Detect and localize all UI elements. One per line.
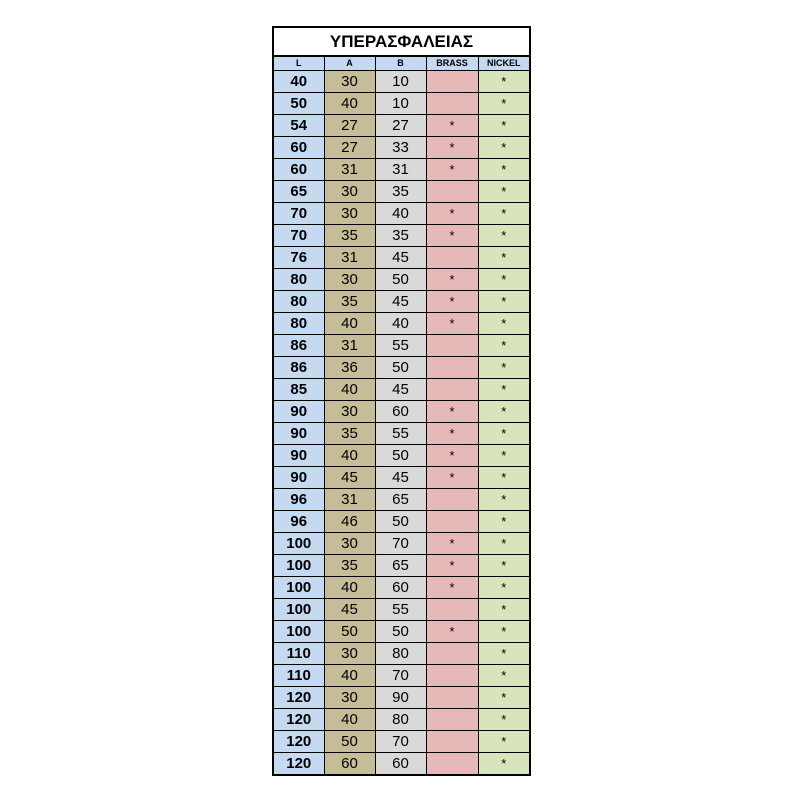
cell-l: 90 xyxy=(273,445,324,467)
table-row xyxy=(273,665,530,687)
column-header-nickel: NICKEL xyxy=(478,56,530,71)
table-row xyxy=(273,709,530,731)
cell-nickel: * xyxy=(478,643,530,665)
cell-a: 40 xyxy=(324,709,375,731)
cell-nickel: * xyxy=(478,577,530,599)
cell-b: 60 xyxy=(375,401,426,423)
cell-b: 45 xyxy=(375,467,426,489)
cell-nickel: * xyxy=(478,511,530,533)
cell-nickel: * xyxy=(478,115,530,137)
cell-b: 90 xyxy=(375,687,426,709)
cell-b: 10 xyxy=(375,71,426,93)
table-row xyxy=(273,93,530,115)
cell-nickel: * xyxy=(478,137,530,159)
cell-a: 27 xyxy=(324,115,375,137)
cell-nickel: * xyxy=(478,709,530,731)
cell-l: 120 xyxy=(273,687,324,709)
spec-sheet xyxy=(272,26,529,776)
cell-nickel: * xyxy=(478,379,530,401)
cell-l: 86 xyxy=(273,335,324,357)
cell-b: 45 xyxy=(375,379,426,401)
cell-nickel: * xyxy=(478,533,530,555)
cell-l: 80 xyxy=(273,291,324,313)
cell-a: 40 xyxy=(324,577,375,599)
cell-brass xyxy=(426,511,478,533)
table-row xyxy=(273,599,530,621)
cell-b: 50 xyxy=(375,511,426,533)
cell-b: 55 xyxy=(375,423,426,445)
cell-nickel: * xyxy=(478,269,530,291)
cell-a: 30 xyxy=(324,643,375,665)
cell-b: 31 xyxy=(375,159,426,181)
cell-l: 120 xyxy=(273,731,324,753)
cell-a: 35 xyxy=(324,423,375,445)
cell-a: 40 xyxy=(324,379,375,401)
cell-nickel: * xyxy=(478,731,530,753)
cell-brass xyxy=(426,71,478,93)
cell-a: 45 xyxy=(324,467,375,489)
table-row xyxy=(273,137,530,159)
cell-b: 55 xyxy=(375,599,426,621)
cell-b: 70 xyxy=(375,665,426,687)
cell-a: 46 xyxy=(324,511,375,533)
table-row xyxy=(273,687,530,709)
table-row xyxy=(273,489,530,511)
cell-l: 76 xyxy=(273,247,324,269)
cell-nickel: * xyxy=(478,423,530,445)
cell-a: 45 xyxy=(324,599,375,621)
table-row xyxy=(273,225,530,247)
cell-nickel: * xyxy=(478,555,530,577)
cell-l: 110 xyxy=(273,643,324,665)
cell-a: 27 xyxy=(324,137,375,159)
cell-brass xyxy=(426,489,478,511)
cell-nickel: * xyxy=(478,445,530,467)
cell-b: 35 xyxy=(375,181,426,203)
table-row xyxy=(273,357,530,379)
cell-brass: * xyxy=(426,445,478,467)
cell-nickel: * xyxy=(478,291,530,313)
table-row xyxy=(273,423,530,445)
cell-b: 40 xyxy=(375,313,426,335)
table-row xyxy=(273,247,530,269)
header-row xyxy=(273,56,530,71)
table-row xyxy=(273,555,530,577)
cell-nickel: * xyxy=(478,159,530,181)
cell-l: 96 xyxy=(273,511,324,533)
cell-a: 30 xyxy=(324,181,375,203)
cell-b: 80 xyxy=(375,643,426,665)
table-row xyxy=(273,467,530,489)
cell-l: 96 xyxy=(273,489,324,511)
cell-nickel: * xyxy=(478,71,530,93)
cell-b: 70 xyxy=(375,731,426,753)
cell-brass: * xyxy=(426,423,478,445)
cell-b: 50 xyxy=(375,357,426,379)
cell-l: 100 xyxy=(273,555,324,577)
table-row xyxy=(273,621,530,643)
cell-l: 80 xyxy=(273,313,324,335)
cell-nickel: * xyxy=(478,225,530,247)
cell-brass: * xyxy=(426,115,478,137)
cell-l: 90 xyxy=(273,401,324,423)
cell-b: 27 xyxy=(375,115,426,137)
cell-nickel: * xyxy=(478,247,530,269)
table-row xyxy=(273,291,530,313)
cell-brass xyxy=(426,247,478,269)
cell-brass xyxy=(426,665,478,687)
cell-brass xyxy=(426,687,478,709)
cell-l: 54 xyxy=(273,115,324,137)
cell-a: 31 xyxy=(324,247,375,269)
cell-b: 50 xyxy=(375,445,426,467)
cell-l: 100 xyxy=(273,599,324,621)
cell-brass xyxy=(426,709,478,731)
table-row xyxy=(273,335,530,357)
cell-nickel: * xyxy=(478,621,530,643)
cell-a: 30 xyxy=(324,269,375,291)
cell-a: 40 xyxy=(324,445,375,467)
cell-brass xyxy=(426,379,478,401)
cell-brass xyxy=(426,731,478,753)
cell-a: 30 xyxy=(324,203,375,225)
cell-a: 30 xyxy=(324,71,375,93)
cell-a: 31 xyxy=(324,159,375,181)
column-header-l: L xyxy=(273,56,324,71)
cell-b: 60 xyxy=(375,753,426,776)
table-row xyxy=(273,445,530,467)
cell-l: 65 xyxy=(273,181,324,203)
cell-l: 90 xyxy=(273,423,324,445)
cell-b: 45 xyxy=(375,247,426,269)
cell-l: 86 xyxy=(273,357,324,379)
cell-l: 100 xyxy=(273,533,324,555)
cell-l: 60 xyxy=(273,159,324,181)
table-row xyxy=(273,313,530,335)
cell-b: 10 xyxy=(375,93,426,115)
table-row xyxy=(273,379,530,401)
cell-b: 65 xyxy=(375,489,426,511)
cell-a: 50 xyxy=(324,621,375,643)
cell-a: 30 xyxy=(324,401,375,423)
cell-b: 33 xyxy=(375,137,426,159)
cell-nickel: * xyxy=(478,203,530,225)
cell-brass xyxy=(426,599,478,621)
table-row xyxy=(273,203,530,225)
cell-l: 70 xyxy=(273,203,324,225)
table-row xyxy=(273,731,530,753)
cell-brass: * xyxy=(426,225,478,247)
cell-brass: * xyxy=(426,269,478,291)
cell-a: 40 xyxy=(324,313,375,335)
column-header-brass: BRASS xyxy=(426,56,478,71)
cell-b: 70 xyxy=(375,533,426,555)
cell-nickel: * xyxy=(478,489,530,511)
table-row xyxy=(273,159,530,181)
cell-l: 100 xyxy=(273,577,324,599)
cell-a: 30 xyxy=(324,533,375,555)
cell-a: 35 xyxy=(324,555,375,577)
cell-nickel: * xyxy=(478,665,530,687)
cell-l: 110 xyxy=(273,665,324,687)
table-title: ΥΠΕΡΑΣΦΑΛΕΙΑΣ xyxy=(273,27,530,56)
dimensions-table xyxy=(272,26,531,776)
cell-a: 35 xyxy=(324,291,375,313)
table-row xyxy=(273,401,530,423)
cell-nickel: * xyxy=(478,335,530,357)
cell-a: 35 xyxy=(324,225,375,247)
cell-b: 65 xyxy=(375,555,426,577)
cell-b: 50 xyxy=(375,621,426,643)
cell-l: 120 xyxy=(273,753,324,776)
cell-b: 50 xyxy=(375,269,426,291)
cell-brass: * xyxy=(426,137,478,159)
cell-l: 70 xyxy=(273,225,324,247)
cell-l: 50 xyxy=(273,93,324,115)
cell-brass: * xyxy=(426,621,478,643)
cell-nickel: * xyxy=(478,401,530,423)
cell-l: 40 xyxy=(273,71,324,93)
cell-b: 35 xyxy=(375,225,426,247)
column-header-b: B xyxy=(375,56,426,71)
cell-b: 80 xyxy=(375,709,426,731)
table-row xyxy=(273,71,530,93)
cell-brass: * xyxy=(426,577,478,599)
cell-brass xyxy=(426,181,478,203)
cell-brass: * xyxy=(426,291,478,313)
cell-a: 36 xyxy=(324,357,375,379)
table-row xyxy=(273,511,530,533)
cell-brass xyxy=(426,335,478,357)
cell-brass: * xyxy=(426,533,478,555)
cell-brass: * xyxy=(426,555,478,577)
cell-brass xyxy=(426,753,478,776)
cell-brass: * xyxy=(426,203,478,225)
cell-a: 40 xyxy=(324,93,375,115)
table-row xyxy=(273,269,530,291)
cell-l: 120 xyxy=(273,709,324,731)
cell-a: 60 xyxy=(324,753,375,776)
cell-brass xyxy=(426,93,478,115)
table-row xyxy=(273,577,530,599)
cell-nickel: * xyxy=(478,753,530,776)
cell-a: 31 xyxy=(324,489,375,511)
cell-nickel: * xyxy=(478,93,530,115)
cell-a: 50 xyxy=(324,731,375,753)
cell-nickel: * xyxy=(478,467,530,489)
cell-nickel: * xyxy=(478,313,530,335)
cell-brass: * xyxy=(426,401,478,423)
cell-l: 90 xyxy=(273,467,324,489)
cell-l: 85 xyxy=(273,379,324,401)
cell-a: 40 xyxy=(324,665,375,687)
table-row xyxy=(273,643,530,665)
cell-b: 60 xyxy=(375,577,426,599)
cell-nickel: * xyxy=(478,687,530,709)
cell-nickel: * xyxy=(478,357,530,379)
cell-brass: * xyxy=(426,159,478,181)
cell-brass: * xyxy=(426,467,478,489)
cell-l: 60 xyxy=(273,137,324,159)
table-row xyxy=(273,181,530,203)
cell-brass: * xyxy=(426,313,478,335)
table-row xyxy=(273,115,530,137)
cell-nickel: * xyxy=(478,599,530,621)
table-row xyxy=(273,753,530,776)
cell-nickel: * xyxy=(478,181,530,203)
table-body xyxy=(273,71,530,776)
cell-b: 45 xyxy=(375,291,426,313)
column-header-a: A xyxy=(324,56,375,71)
cell-b: 55 xyxy=(375,335,426,357)
cell-brass xyxy=(426,357,478,379)
cell-b: 40 xyxy=(375,203,426,225)
table-row xyxy=(273,533,530,555)
cell-a: 31 xyxy=(324,335,375,357)
cell-a: 30 xyxy=(324,687,375,709)
cell-l: 100 xyxy=(273,621,324,643)
cell-brass xyxy=(426,643,478,665)
cell-l: 80 xyxy=(273,269,324,291)
